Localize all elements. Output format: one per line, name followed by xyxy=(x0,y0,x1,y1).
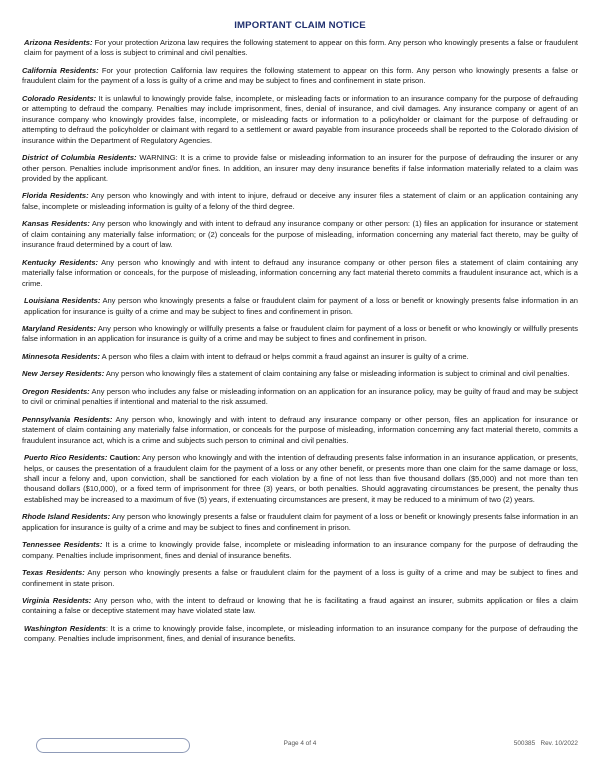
state-label-kansas: Kansas Residents: xyxy=(22,219,90,229)
page-title: IMPORTANT CLAIM NOTICE xyxy=(234,20,366,31)
state-label-california: California Residents: xyxy=(22,65,99,75)
notice-paragraph-new-jersey xyxy=(22,369,578,379)
notice-paragraph-virginia xyxy=(22,596,578,617)
notice-paragraph-texas xyxy=(22,568,578,589)
state-label-district-of-columbia: District of Columbia Residents: xyxy=(22,153,137,163)
notice-paragraph-california xyxy=(22,66,578,87)
notice-paragraph-puerto-rico xyxy=(22,453,578,505)
state-label-new-jersey: New Jersey Residents: xyxy=(22,369,105,379)
notice-paragraph-colorado xyxy=(22,94,578,146)
notice-text-pennsylvania: Any person who, knowingly and with intent to defraud any insurance company or other person, files an application for insurance or statement of claim containing any materially false information, or conceals for the purpose of misleading, information concerning any fact material thereto, commits a fraudulent insurance act, which is a crime and subjects such person to criminal and civil penalties. xyxy=(22,414,578,445)
notice-text-colorado: It is unlawful to knowingly provide false, incomplete, or misleading facts or information to an insurance company for the purpose of defrauding or attempting to defraud the company. Penalties may include imprisonment, fines, denial of insurance, and civil damages. Any insurance company or agent of an insurance company who knowingly provides false, incomplete, or misleading facts or information to a policyholder or claimant for the purpose of defrauding or attempting to defraud the policyholder or claimant with regard to a settlement or award payable from insurance proceeds shall be reported to the Colorado division of insurance within the Department of Regulatory Agencies. xyxy=(22,93,578,145)
page-number-label: Page 4 of 4 xyxy=(283,740,317,747)
state-label-arizona: Arizona Residents: xyxy=(24,38,93,47)
notice-text-texas: Any person who knowingly presents a false or fraudulent claim for the payment of a loss is guilty of a crime and may be subject to fines and confinement in state prison. xyxy=(22,568,578,588)
state-label-puerto-rico: Puerto Rico Residents: xyxy=(24,453,108,463)
notice-text-oregon: Any person who includes any false or misleading information on an application for an insurance policy, may be guilty of fraud and may be subject to civil or criminal penalties if intentional and material to the risk assumed. xyxy=(22,386,578,407)
notice-text-florida: Any person who knowingly and with intent to injure, defraud or deceive any insurer files a statement of claim or an application containing any false, incomplete or misleading information is guilty of a felony of the third degree. xyxy=(22,191,578,211)
notice-paragraph-minnesota xyxy=(22,352,578,362)
state-label-texas: Texas Residents: xyxy=(22,568,85,578)
notice-text-tennessee: It is a crime to knowingly provide false, incomplete or misleading information to an insurance company for the purpose of defrauding the company. Penalties include imprisonment, fines and denial of insurance benefits. xyxy=(22,540,578,560)
state-label-virginia: Virginia Residents: xyxy=(22,596,92,606)
notice-text-minnesota: A person who files a claim with intent to defraud or helps commit a fraud against an insurer is guilty of a crime. xyxy=(100,351,469,361)
state-label-florida: Florida Residents: xyxy=(22,191,89,201)
notice-paragraph-maryland xyxy=(22,324,578,345)
notice-paragraph-kentucky xyxy=(22,258,578,289)
state-label-oregon: Oregon Residents: xyxy=(22,386,90,396)
state-label-minnesota: Minnesota Residents: xyxy=(22,351,100,361)
notice-text-kentucky: Any person who knowingly and with intent to defraud any insurance company or other person files a statement of claim containing any materially false information or conceals, for the purpose of misleading, information concerning any fact material thereto commits a fraudulent insurance act, which is a crime. xyxy=(22,257,578,288)
state-label-maryland: Maryland Residents: xyxy=(22,323,97,333)
notice-paragraph-rhode-island xyxy=(22,512,578,533)
notice-paragraph-florida xyxy=(22,191,578,212)
notice-paragraph-louisiana xyxy=(22,296,578,317)
notice-text-virginia: Any person who, with the intent to defraud or knowing that he is facilitating a fraud against an insurer, submits application or files a claim containing a false or deceptive statement may have violated state law. xyxy=(22,596,578,616)
notice-paragraph-tennessee xyxy=(22,540,578,561)
form-code-label: 500385 Rev. 10/2022 xyxy=(513,740,578,747)
state-label-kentucky: Kentucky Residents: xyxy=(22,257,99,267)
notice-text-rhode-island: Any person who knowingly presents a false or fraudulent claim for payment of a loss or benefit or knowingly presents false information in an application for insurance is guilty of a crime and may be subject to fines and confinement in prison. xyxy=(22,512,578,532)
notice-text-district-of-columbia: WARNING: It is a crime to provide false or misleading information to an insurer for the purpose of defrauding the insurer or any other person. Penalties include imprisonment and/or fines. In addition, an insurer may deny insurance benefits if false information materially related to a claim was provided by the applicant. xyxy=(22,153,578,183)
state-label-louisiana: Louisiana Residents: xyxy=(24,296,101,306)
notice-text-new-jersey: Any person who knowingly files a statement of claim containing any false or misleading information is subject to criminal and civil penalties. xyxy=(104,369,570,379)
state-label-washington: Washington Residents xyxy=(24,623,106,633)
state-label-pennsylvania: Pennsylvania Residents: xyxy=(22,414,113,424)
notice-paragraph-washington xyxy=(22,624,578,645)
notice-paragraph-arizona xyxy=(22,38,578,59)
state-label-tennessee: Tennessee Residents: xyxy=(22,540,103,550)
notice-text-california: For your protection California law requires the following statement to appear on this form. Any person who knowingly presents a false or fraudulent claim for the payment of a loss is guilty of a crime and may be subject to fines and confinement in state prison. xyxy=(22,65,578,86)
page-footer xyxy=(0,736,600,776)
notice-paragraph-district-of-columbia xyxy=(22,153,578,184)
notice-text-arizona: For your protection Arizona law requires the following statement to appear on this form. Any person who knowingly presents a false or fraudulent claim for payment of a loss is subject to criminal and civil penalties. xyxy=(24,38,578,58)
notice-list xyxy=(0,38,600,645)
state-label-rhode-island: Rhode Island Residents: xyxy=(22,512,111,522)
state-label-colorado: Colorado Residents: xyxy=(22,93,97,103)
notice-paragraph-kansas xyxy=(22,219,578,250)
notice-text-kansas: Any person who knowingly and with intent to defraud any insurance company or other person: (1) files an application for insurance or statement of claim containing any materially false information; or (2) conceals for the purpose of misleading, information concerning any material fact thereto, may be guilty of insurance fraud determined by a court of law. xyxy=(22,219,578,250)
notice-text-puerto-rico: Any person who knowingly and with the intention of defrauding presents false information in an insurance application, or presents, helps, or causes the presentation of a fraudulent claim for the payment of a loss or any other benefit, or presents more than one claim for the same damage or loss, shall incur a felony and, upon conviction, shall be sanctioned for each violation by a fine of not less than five thousand dollars ($5,000) and not more than ten thousand dollars ($10,000), or a fixed term of imprisonment for three (3) years, or both penalties. Should aggravating circumstances be present, the penalty thus established may be increased to a maximum of five (5) years, if extenuating circumstances are present, it may be reduced to a minimum of two (2) years. xyxy=(24,453,579,504)
notice-text-maryland: Any person who knowingly or willfully presents a false or fraudulent claim for payment of a loss or benefit or who knowingly or willfully presents false information in an application for insurance is guilty of a crime and may be subject to fines and confinement in prison. xyxy=(22,323,578,344)
notice-paragraph-oregon xyxy=(22,387,578,408)
caution-label-puerto-rico: Caution: xyxy=(107,453,141,463)
notice-text-louisiana: Any person who knowingly presents a false or fraudulent claim for payment of a loss or benefit or knowingly presents false information in an application for insurance is guilty of a crime and may be subject to fines and confinement in prison. xyxy=(24,296,578,316)
notice-paragraph-pennsylvania xyxy=(22,415,578,446)
notice-text-washington: : It is a crime to knowingly provide false, incomplete, or misleading information to an insurance company for the purpose of defrauding the company. Penalties include imprisonment, fines, and denial of insurance benefits. xyxy=(24,623,578,644)
